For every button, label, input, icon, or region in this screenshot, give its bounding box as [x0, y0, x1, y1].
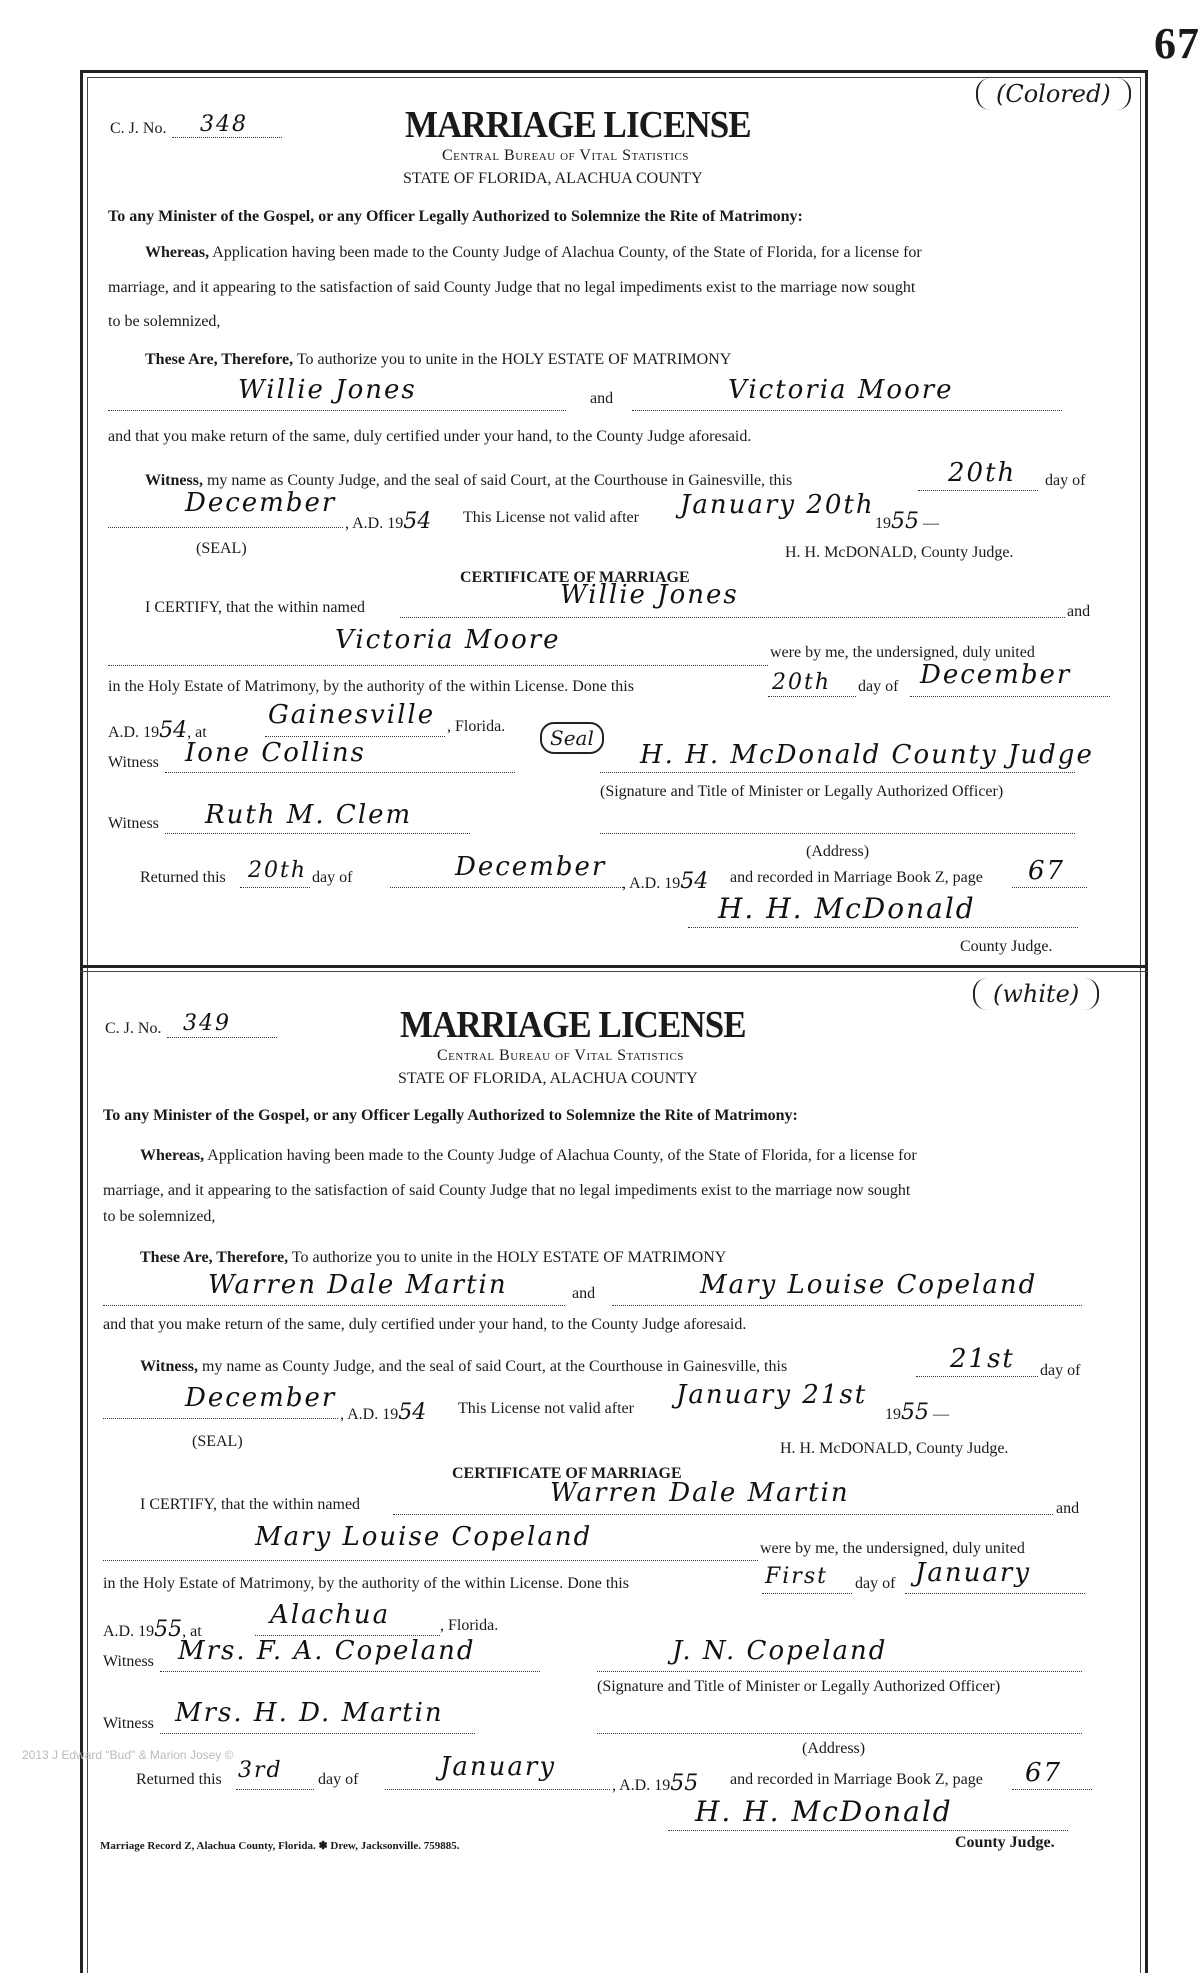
judge-signature: H. H. McDonald — [695, 1795, 953, 1828]
state-line: STATE OF FLORIDA, ALACHUA COUNTY — [403, 170, 703, 187]
ad-label: , A.D. 19 — [345, 515, 404, 532]
section-divider — [80, 965, 1148, 968]
done-year: 55 — [154, 1617, 183, 1642]
page-number: 67 — [1154, 19, 1200, 68]
record-page: 67 — [1028, 856, 1066, 886]
witness2-label: Witness — [108, 815, 159, 832]
witness-text: my name as County Judge, and the seal of said Court, at the Courthouse in Gainesville, this — [201, 1358, 788, 1375]
cert-groom: Willie Jones — [560, 580, 739, 610]
seal-label: (SEAL) — [196, 540, 247, 557]
ad2-label: A.D. 19 — [108, 724, 160, 741]
witness-text: my name as County Judge, and the seal of said Court, at the Courthouse in Gainesville, this — [206, 472, 793, 489]
united-label: were by me, the undersigned, duly united — [770, 644, 1035, 661]
holy-estate-text: in the Holy Estate of Matrimony, by the authority of the within License. Done this — [108, 678, 634, 695]
bureau-line: Central Bureau of Vital Statistics — [442, 147, 689, 164]
witness-label: Witness, — [140, 1358, 198, 1375]
whereas-label: Whereas, — [140, 1147, 205, 1164]
bureau-line: Central Bureau of Vital Statistics — [437, 1047, 684, 1064]
done-year: 54 — [159, 718, 188, 743]
cj-no-label: C. J. No. — [105, 1020, 162, 1037]
witness1-label: Witness — [103, 1653, 154, 1670]
whereas-label: Whereas, — [145, 244, 210, 261]
whereas-line-1: Application having been made to the County Judge of Alachua County, of the State of Florida, for a license for — [207, 1147, 917, 1164]
done-month: December — [920, 660, 1072, 690]
day-of-label: day of — [1045, 472, 1086, 489]
whereas-line-3: to be solemnized, — [103, 1208, 216, 1225]
not-valid-date: January 20th — [680, 490, 875, 520]
license-title: MARRIAGE LICENSE — [400, 1004, 746, 1046]
cert-bride: Mary Louise Copeland — [255, 1522, 593, 1552]
at-label: at — [195, 724, 207, 741]
judge-signature: H. H. McDonald — [718, 892, 976, 925]
not-valid-date: January 21st — [676, 1380, 868, 1410]
returned-month: January — [440, 1752, 557, 1782]
salutation: To any Minister of the Gospel, or any Officer Legally Authorized to Solemnize the Rite of Matrimony: — [103, 1107, 798, 1124]
return-text: and that you make return of the same, duly certified under your hand, to the County Judge aforesaid. — [103, 1316, 747, 1333]
witness-day: 21st — [950, 1344, 1015, 1374]
license-year: 54 — [403, 509, 432, 534]
witness-month: December — [185, 488, 337, 518]
florida-label: , Florida. — [447, 718, 506, 735]
cert-and: and — [1067, 603, 1091, 620]
returned-label: Returned this — [140, 869, 226, 886]
race-note: (Colored) — [976, 78, 1131, 110]
return-text: and that you make return of the same, duly certified under your hand, to the County Judge aforesaid. — [108, 428, 752, 445]
witness-month: December — [185, 1383, 337, 1413]
returned-month: December — [455, 852, 607, 882]
witness-day: 20th — [948, 458, 1017, 488]
not-valid-label: This License not valid after — [463, 509, 639, 526]
returned-day-of: day of — [312, 869, 353, 886]
witness1-label: Witness — [108, 754, 159, 771]
certificate-title: CERTIFICATE OF MARRIAGE — [452, 1465, 682, 1482]
bride-name: Mary Louise Copeland — [700, 1270, 1038, 1300]
cert-groom: Warren Dale Martin — [550, 1478, 850, 1508]
united-label: were by me, the undersigned, duly united — [760, 1540, 1025, 1557]
place: Gainesville — [268, 700, 436, 730]
cert-bride: Victoria Moore — [335, 625, 561, 655]
whereas-line-2: marriage, and it appearing to the satisfaction of said County Judge that no legal impediments exist to the marriage now sought — [103, 1182, 911, 1199]
at-label: at — [190, 1623, 202, 1640]
witness1-name: Ione Collins — [185, 738, 366, 768]
these-are-label: These Are, Therefore, — [145, 351, 294, 368]
holy-estate-text: in the Holy Estate of Matrimony, by the authority of the within License. Done this — [103, 1575, 629, 1592]
florida-label: , Florida. — [440, 1617, 499, 1634]
record-page: 67 — [1025, 1758, 1063, 1788]
cj-no-value: 348 — [200, 112, 248, 137]
copyright-watermark: 2013 J Edward "Bud" & Marion Josey © — [22, 1748, 234, 1762]
groom-name: Warren Dale Martin — [208, 1270, 508, 1300]
certify-label: I CERTIFY, that the within named — [145, 599, 366, 616]
recorded-label: and recorded in Marriage Book Z, page — [730, 869, 983, 886]
these-are-text: To authorize you to unite in the HOLY ESTATE OF MATRIMONY — [291, 1249, 727, 1266]
done-day-of: day of — [858, 678, 899, 695]
not-valid-year: 55 — [901, 1400, 929, 1425]
returned-year: 54 — [680, 869, 709, 894]
bride-name: Victoria Moore — [728, 375, 954, 405]
returned-ad: , A.D. 19 — [612, 1777, 671, 1794]
judge-line: H. H. McDONALD, County Judge. — [780, 1440, 1009, 1457]
these-are-text: To authorize you to unite in the HOLY ESTATE OF MATRIMONY — [296, 351, 732, 368]
and-label: and — [590, 390, 614, 407]
certify-label: I CERTIFY, that the within named — [140, 1496, 361, 1513]
day-of-label: day of — [1040, 1362, 1081, 1379]
returned-day: 3rd — [238, 1758, 283, 1783]
done-day: 20th — [772, 670, 832, 695]
ad-label: , A.D. 19 — [340, 1406, 399, 1423]
done-day: First — [765, 1564, 828, 1589]
whereas-line-1: Application having been made to the County Judge of Alachua County, of the State of Florida, for a license for — [212, 244, 922, 261]
and-label: and — [572, 1285, 596, 1302]
printer-footer: Marriage Record Z, Alachua County, Florida. ✽ Drew, Jacksonville. 759885. — [100, 1840, 460, 1852]
sig-title: (Signature and Title of Minister or Legally Authorized Officer) — [600, 783, 1004, 800]
returned-day-of: day of — [318, 1771, 359, 1788]
done-day-of: day of — [855, 1575, 896, 1592]
place: Alachua — [270, 1600, 391, 1630]
officiant-signature: H. H. McDonald County Judge — [640, 740, 1094, 770]
witness2-name: Mrs. H. D. Martin — [175, 1698, 444, 1728]
seal-label: (SEAL) — [192, 1433, 243, 1450]
license-title: MARRIAGE LICENSE — [405, 104, 751, 146]
not-valid-label: This License not valid after — [458, 1400, 634, 1417]
done-month: January — [915, 1558, 1032, 1588]
whereas-line-2: marriage, and it appearing to the satisfaction of said County Judge that no legal impediments exist to the marriage now sought — [108, 279, 916, 296]
groom-name: Willie Jones — [238, 375, 417, 405]
officiant-signature: J. N. Copeland — [672, 1636, 888, 1666]
returned-year: 55 — [670, 1771, 699, 1796]
recorded-label: and recorded in Marriage Book Z, page — [730, 1771, 983, 1788]
county-judge-label: County Judge. — [955, 1834, 1055, 1851]
witness-label: Witness, — [145, 472, 203, 489]
county-judge-label: County Judge. — [960, 938, 1053, 955]
seal-mark: Seal — [540, 722, 604, 754]
race-note: (white) — [973, 978, 1099, 1010]
witness1-name: Mrs. F. A. Copeland — [178, 1636, 476, 1666]
salutation: To any Minister of the Gospel, or any Officer Legally Authorized to Solemnize the Rite of Matrimony: — [108, 208, 803, 225]
state-line: STATE OF FLORIDA, ALACHUA COUNTY — [398, 1070, 698, 1087]
these-are-label: These Are, Therefore, — [140, 1249, 289, 1266]
cj-no-label: C. J. No. — [110, 120, 167, 137]
ad2-label: A.D. 19 — [103, 1623, 155, 1640]
returned-ad: , A.D. 19 — [622, 875, 681, 892]
returned-day: 20th — [248, 858, 308, 883]
address-label: (Address) — [802, 1740, 866, 1757]
sig-title: (Signature and Title of Minister or Legally Authorized Officer) — [597, 1678, 1001, 1695]
cj-no-value: 349 — [183, 1011, 231, 1036]
whereas-line-3: to be solemnized, — [108, 313, 221, 330]
license-year: 54 — [398, 1400, 427, 1425]
witness2-label: Witness — [103, 1715, 154, 1732]
cert-and: and — [1056, 1500, 1080, 1517]
not-valid-year: 55 — [891, 509, 919, 534]
witness2-name: Ruth M. Clem — [205, 800, 413, 830]
returned-label: Returned this — [136, 1771, 222, 1788]
certificate-title: CERTIFICATE OF MARRIAGE — [460, 569, 690, 586]
judge-line: H. H. McDONALD, County Judge. — [785, 544, 1014, 561]
address-label: (Address) — [806, 843, 870, 860]
